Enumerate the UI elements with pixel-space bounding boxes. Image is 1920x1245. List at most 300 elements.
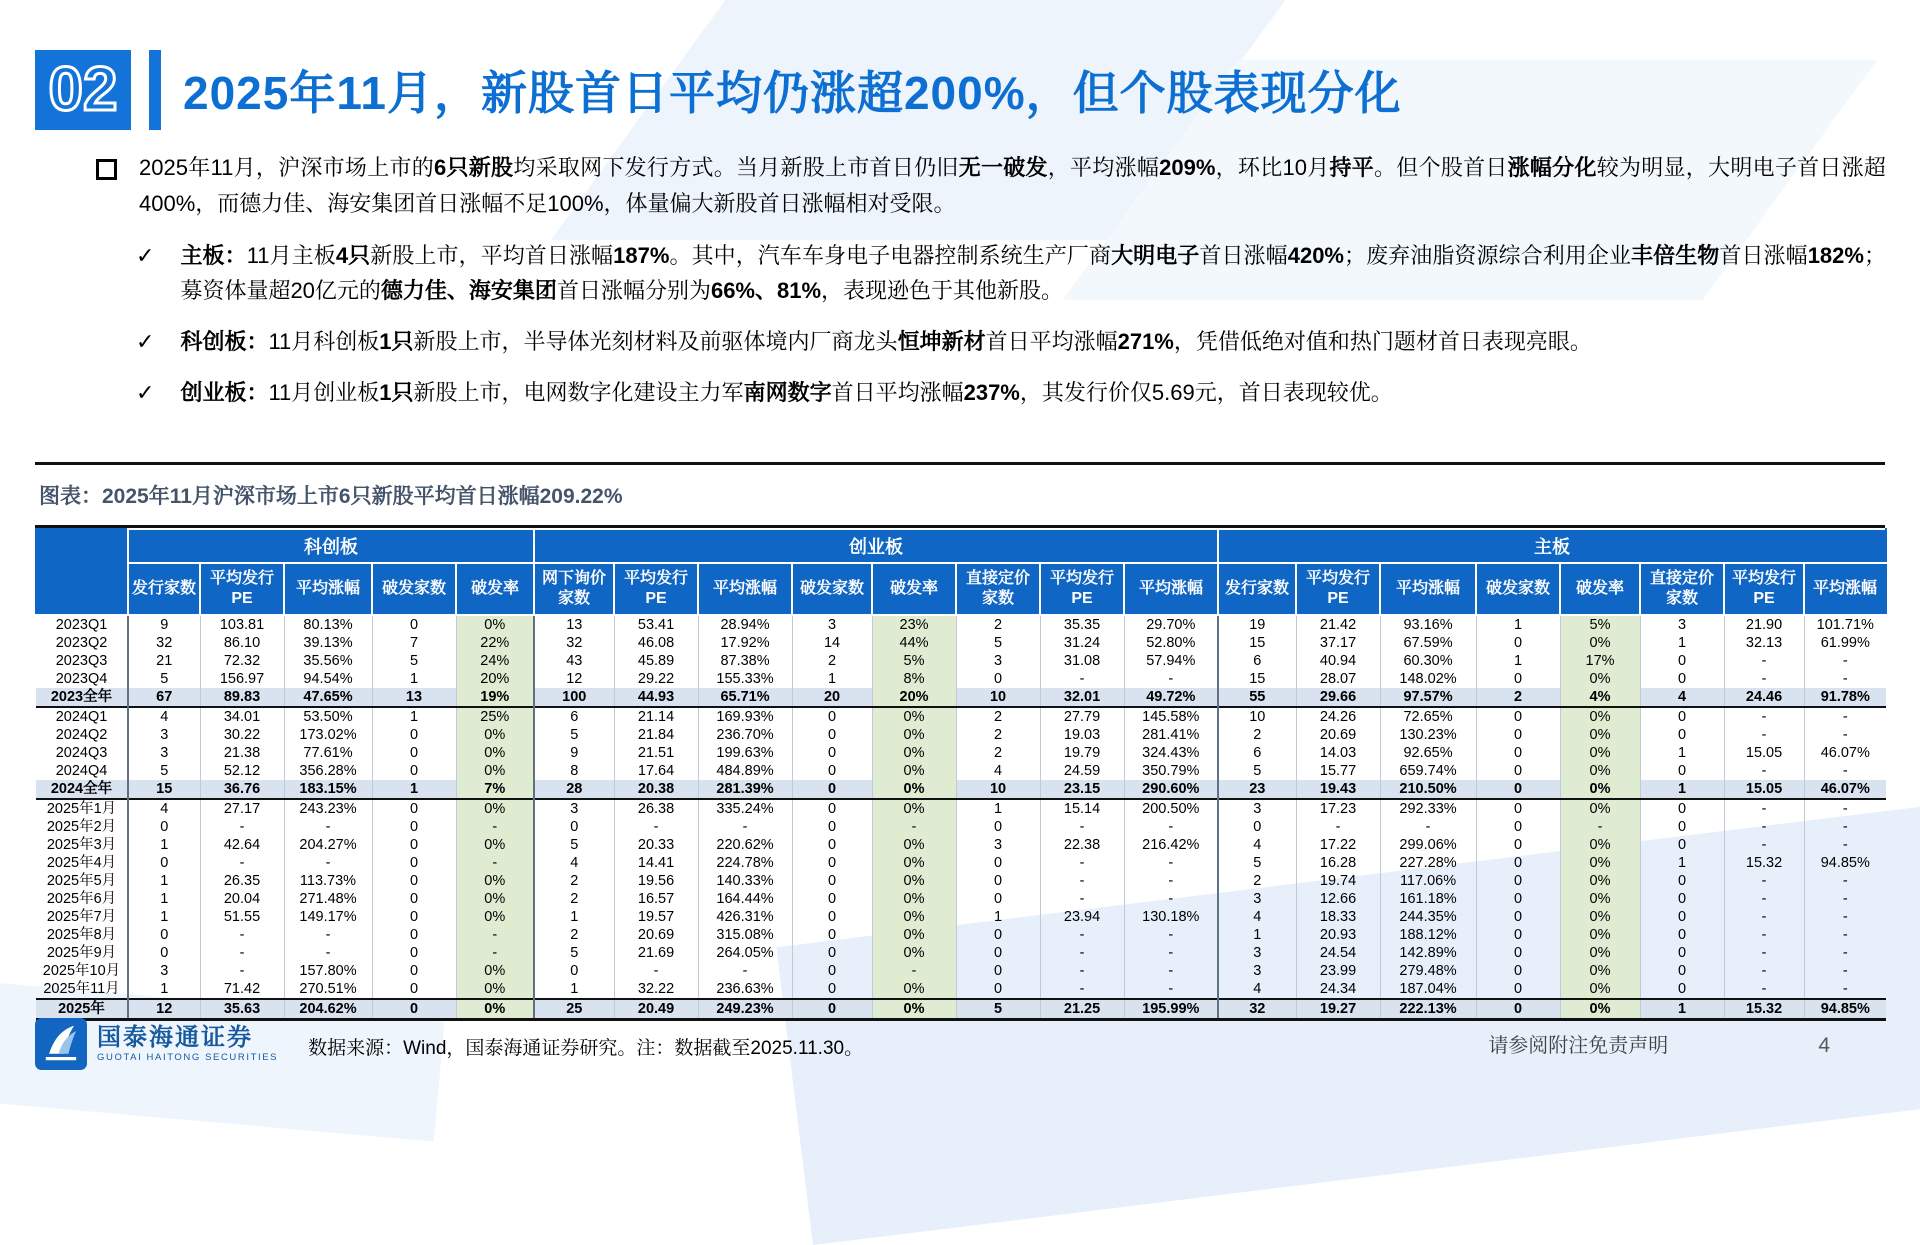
column-header: 平均涨幅	[1124, 563, 1218, 615]
data-cell: 19.03	[1040, 726, 1124, 744]
data-cell: 17.92%	[698, 634, 792, 652]
board-group-header: 科创板	[128, 529, 534, 563]
data-cell: 249.23%	[698, 999, 792, 1020]
data-cell: 22.38	[1040, 836, 1124, 854]
data-cell: -	[1804, 980, 1886, 999]
data-cell: 0	[956, 962, 1040, 980]
period-label-cell: 2023全年	[36, 688, 128, 707]
data-cell: 0%	[1560, 744, 1640, 762]
data-cell: 0	[372, 762, 456, 780]
column-header: 平均发行PE	[1724, 563, 1804, 615]
data-cell: -	[698, 818, 792, 836]
data-cell: -	[1124, 944, 1218, 962]
data-cell: 32.13	[1724, 634, 1804, 652]
data-cell: 0	[1640, 762, 1724, 780]
data-cell: 2	[956, 744, 1040, 762]
data-cell: 5%	[1560, 615, 1640, 634]
data-cell: 0	[792, 799, 872, 818]
data-cell: -	[1124, 872, 1218, 890]
data-cell: 484.89%	[698, 762, 792, 780]
data-cell: 9	[534, 744, 614, 762]
data-cell: 142.89%	[1380, 944, 1476, 962]
data-cell: 35.35	[1040, 615, 1124, 634]
data-cell: 0	[372, 944, 456, 962]
data-cell: 0%	[456, 744, 534, 762]
data-cell: 19.27	[1296, 999, 1380, 1020]
column-header: 直接定价家数	[1640, 563, 1724, 615]
data-cell: 19.79	[1040, 744, 1124, 762]
data-cell: 3	[956, 836, 1040, 854]
data-cell: -	[1040, 670, 1124, 688]
data-cell: 0	[956, 854, 1040, 872]
data-cell: 5	[372, 652, 456, 670]
data-cell: 0	[372, 818, 456, 836]
table-row	[36, 999, 1886, 1020]
data-cell: 94.85%	[1804, 999, 1886, 1020]
period-label-cell: 2023Q1	[55, 617, 108, 633]
data-cell: 80.13%	[284, 615, 372, 634]
data-cell: 0%	[872, 780, 956, 799]
data-cell: 4	[534, 854, 614, 872]
bullet-mainboard	[136, 238, 1886, 308]
data-cell: 204.27%	[284, 836, 372, 854]
data-cell: 0%	[872, 707, 956, 726]
data-cell: 14.41	[614, 854, 698, 872]
data-cell: -	[456, 944, 534, 962]
table-row	[36, 799, 1886, 818]
page-number: 4	[1818, 1034, 1830, 1057]
data-cell: 0%	[1560, 726, 1640, 744]
data-cell: 20.04	[200, 890, 284, 908]
data-cell: 7%	[456, 780, 534, 799]
bullet-star-market	[136, 324, 1886, 359]
data-cell: 21.25	[1040, 999, 1124, 1020]
data-cell: -	[1804, 726, 1886, 744]
data-cell: 2	[956, 726, 1040, 744]
data-cell: 17%	[1560, 652, 1640, 670]
table-row	[36, 890, 1886, 908]
data-cell: -	[1724, 726, 1804, 744]
data-cell: 5	[534, 726, 614, 744]
board-group-header: 创业板	[534, 529, 1218, 563]
data-cell: 6	[1218, 652, 1296, 670]
data-cell: 0	[792, 818, 872, 836]
data-cell: 0	[1476, 962, 1560, 980]
data-cell: 0	[1476, 926, 1560, 944]
data-cell: -	[284, 818, 372, 836]
data-cell: 0	[792, 926, 872, 944]
data-cell: 1	[956, 908, 1040, 926]
data-cell: 14.03	[1296, 744, 1380, 762]
title-accent-bar	[149, 50, 161, 130]
data-cell: 20	[792, 688, 872, 707]
data-cell: 0%	[872, 836, 956, 854]
data-cell: 0	[792, 836, 872, 854]
data-cell: 0%	[872, 999, 956, 1020]
table-row	[36, 908, 1886, 926]
data-cell: 3	[128, 962, 200, 980]
slide-footer	[35, 1018, 1890, 1070]
data-cell: 0%	[1560, 908, 1640, 926]
data-cell: 164.44%	[698, 890, 792, 908]
column-header: 网下询价家数	[534, 563, 614, 615]
data-cell: 0	[956, 980, 1040, 999]
data-cell: 0	[1640, 652, 1724, 670]
data-cell: 22%	[456, 634, 534, 652]
data-cell: 0	[1640, 670, 1724, 688]
data-cell: 0	[792, 890, 872, 908]
period-label-cell: 2023Q2	[55, 635, 108, 651]
data-cell: 5	[534, 836, 614, 854]
data-cell: 2	[956, 615, 1040, 634]
data-cell: 19.56	[614, 872, 698, 890]
data-cell: 1	[1476, 652, 1560, 670]
data-cell: 53.50%	[284, 707, 372, 726]
data-cell: 26.35	[200, 872, 284, 890]
period-label-cell: 2024全年	[36, 780, 128, 799]
data-cell: 12.66	[1296, 890, 1380, 908]
company-name-en: GUOTAI HAITONG SECURITIES	[97, 1052, 279, 1063]
data-cell: 0	[792, 980, 872, 999]
data-cell: 227.28%	[1380, 854, 1476, 872]
data-cell: 8	[534, 762, 614, 780]
data-cell: 15	[128, 780, 200, 799]
data-cell: 67	[128, 688, 200, 707]
data-cell: -	[1724, 872, 1804, 890]
data-cell: -	[1124, 962, 1218, 980]
data-cell: 52.80%	[1124, 634, 1218, 652]
data-cell: -	[1724, 836, 1804, 854]
data-cell: 103.81	[200, 615, 284, 634]
data-cell: 86.10	[200, 634, 284, 652]
data-cell: -	[1040, 926, 1124, 944]
data-cell: -	[1804, 799, 1886, 818]
data-cell: 27.17	[200, 799, 284, 818]
table-row	[36, 926, 1886, 944]
data-cell: 3	[128, 726, 200, 744]
data-cell: 10	[1218, 707, 1296, 726]
data-cell: 25	[534, 999, 614, 1020]
data-cell: 29.22	[614, 670, 698, 688]
data-cell: 21.84	[614, 726, 698, 744]
data-cell: 0	[1476, 980, 1560, 999]
data-cell: 0%	[456, 980, 534, 999]
data-cell: 31.24	[1040, 634, 1124, 652]
data-cell: -	[1040, 944, 1124, 962]
data-cell: 19.43	[1296, 780, 1380, 799]
data-cell: 5	[1218, 854, 1296, 872]
table-row	[36, 670, 1886, 688]
data-cell: 17.23	[1296, 799, 1380, 818]
data-cell: 91.78%	[1804, 688, 1886, 707]
data-cell: 21.42	[1296, 615, 1380, 634]
data-cell: 18.33	[1296, 908, 1380, 926]
data-cell: 3	[128, 744, 200, 762]
data-cell: 1	[372, 670, 456, 688]
data-cell: 72.32	[200, 652, 284, 670]
table-row	[36, 836, 1886, 854]
table-row	[36, 762, 1886, 780]
data-cell: 279.48%	[1380, 962, 1476, 980]
data-cell: 65.71%	[698, 688, 792, 707]
data-cell: 15.32	[1724, 854, 1804, 872]
data-cell: 222.13%	[1380, 999, 1476, 1020]
data-cell: 60.30%	[1380, 652, 1476, 670]
column-header: 破发率	[456, 563, 534, 615]
data-cell: -	[1724, 908, 1804, 926]
data-cell: 20.49	[614, 999, 698, 1020]
data-cell: -	[1124, 926, 1218, 944]
data-cell: 1	[956, 799, 1040, 818]
data-cell: 46.07%	[1804, 744, 1886, 762]
data-cell: 0%	[1560, 707, 1640, 726]
data-cell: 0	[792, 744, 872, 762]
data-cell: 67.59%	[1380, 634, 1476, 652]
data-cell: -	[1124, 854, 1218, 872]
data-cell: 155.33%	[698, 670, 792, 688]
data-cell: 21	[128, 652, 200, 670]
period-label-cell: 2025年6月	[46, 891, 117, 907]
data-cell: 1	[372, 707, 456, 726]
data-cell: 1	[128, 908, 200, 926]
data-cell: 244.35%	[1380, 908, 1476, 926]
data-cell: 157.80%	[284, 962, 372, 980]
data-cell: -	[1124, 670, 1218, 688]
data-cell: 0	[372, 726, 456, 744]
data-cell: 0	[1640, 890, 1724, 908]
data-cell: -	[284, 926, 372, 944]
ipo-statistics-table	[35, 528, 1887, 1021]
data-cell: 1	[1640, 780, 1724, 799]
data-cell: 2	[534, 872, 614, 890]
data-cell: 1	[1640, 999, 1724, 1020]
data-cell: 23.94	[1040, 908, 1124, 926]
data-cell: 16.28	[1296, 854, 1380, 872]
data-cell: 1	[1640, 854, 1724, 872]
column-header: 平均发行PE	[1296, 563, 1380, 615]
period-label-cell: 2024Q2	[55, 727, 108, 743]
data-cell: 299.06%	[1380, 836, 1476, 854]
data-cell: 0	[792, 762, 872, 780]
data-cell: 0	[1640, 962, 1724, 980]
data-cell: 92.65%	[1380, 744, 1476, 762]
data-cell: 19%	[456, 688, 534, 707]
data-cell: 187.04%	[1380, 980, 1476, 999]
data-cell: 28	[534, 780, 614, 799]
data-cell: 290.60%	[1124, 780, 1218, 799]
data-cell: 0	[372, 999, 456, 1020]
data-cell: 281.39%	[698, 780, 792, 799]
data-cell: 335.24%	[698, 799, 792, 818]
data-cell: 21.14	[614, 707, 698, 726]
data-cell: 270.51%	[284, 980, 372, 999]
data-cell: 356.28%	[284, 762, 372, 780]
data-cell: -	[284, 854, 372, 872]
data-cell: -	[456, 926, 534, 944]
data-cell: -	[698, 962, 792, 980]
data-cell: 19.57	[614, 908, 698, 926]
data-cell: 5	[534, 944, 614, 962]
data-cell: 3	[956, 652, 1040, 670]
data-cell: 2	[956, 707, 1040, 726]
data-cell: 0	[792, 707, 872, 726]
period-label-cell: 2023Q3	[55, 653, 108, 669]
column-header: 破发家数	[1476, 563, 1560, 615]
data-cell: 0	[1640, 726, 1724, 744]
data-cell: 43	[534, 652, 614, 670]
data-cell: 6	[534, 707, 614, 726]
data-cell: 4	[1640, 688, 1724, 707]
period-label-cell: 2025年11月	[43, 981, 120, 997]
data-cell: 204.62%	[284, 999, 372, 1020]
data-cell: 94.54%	[284, 670, 372, 688]
data-cell: 0%	[1560, 890, 1640, 908]
table-section	[35, 462, 1885, 1021]
data-cell: 0	[372, 854, 456, 872]
data-cell: 216.42%	[1124, 836, 1218, 854]
data-cell: -	[200, 926, 284, 944]
data-cell: -	[614, 818, 698, 836]
data-cell: 20.33	[614, 836, 698, 854]
data-cell: 42.64	[200, 836, 284, 854]
data-cell: 4	[1218, 908, 1296, 926]
data-cell: 426.31%	[698, 908, 792, 926]
data-cell: -	[1724, 890, 1804, 908]
table-row	[36, 726, 1886, 744]
data-cell: 0%	[1560, 854, 1640, 872]
data-cell: 0%	[1560, 926, 1640, 944]
data-cell: 10	[956, 780, 1040, 799]
data-cell: 0	[1476, 670, 1560, 688]
data-cell: 140.33%	[698, 872, 792, 890]
data-cell: 195.99%	[1124, 999, 1218, 1020]
period-label-cell: 2025年1月	[46, 801, 117, 817]
data-cell: 29.66	[1296, 688, 1380, 707]
data-cell: 0%	[1560, 799, 1640, 818]
data-cell: 200.50%	[1124, 799, 1218, 818]
data-cell: 0	[956, 818, 1040, 836]
data-cell: 0	[1476, 707, 1560, 726]
data-cell: 28.07	[1296, 670, 1380, 688]
data-cell: 29.70%	[1124, 615, 1218, 634]
data-cell: 3	[1218, 799, 1296, 818]
data-cell: 0%	[872, 726, 956, 744]
data-cell: -	[1724, 762, 1804, 780]
data-cell: 113.73%	[284, 872, 372, 890]
data-cell: 15.14	[1040, 799, 1124, 818]
check-icon: ✓	[136, 380, 155, 405]
data-cell: 281.41%	[1124, 726, 1218, 744]
column-header: 破发家数	[372, 563, 456, 615]
data-cell: 0%	[1560, 762, 1640, 780]
data-cell: 0	[1640, 980, 1724, 999]
check-icon: ✓	[136, 329, 155, 354]
data-cell: 16.57	[614, 890, 698, 908]
data-cell: 55	[1218, 688, 1296, 707]
data-cell: 77.61%	[284, 744, 372, 762]
data-cell: 25%	[456, 707, 534, 726]
data-cell: 28.94%	[698, 615, 792, 634]
data-cell: 145.58%	[1124, 707, 1218, 726]
data-cell: -	[1804, 670, 1886, 688]
data-cell: 21.38	[200, 744, 284, 762]
slide-header	[35, 50, 1402, 130]
data-cell: 1	[1476, 615, 1560, 634]
data-cell: 35.56%	[284, 652, 372, 670]
data-cell: 0	[1476, 799, 1560, 818]
data-cell: 0%	[872, 926, 956, 944]
data-cell: 89.83	[200, 688, 284, 707]
data-cell: 0%	[872, 980, 956, 999]
data-cell: 4	[956, 762, 1040, 780]
data-cell: 4	[1218, 980, 1296, 999]
data-cell: 0	[956, 926, 1040, 944]
column-header: 平均涨幅	[1380, 563, 1476, 615]
data-cell: 148.02%	[1380, 670, 1476, 688]
data-cell: 0%	[872, 908, 956, 926]
column-header: 平均发行PE	[200, 563, 284, 615]
data-cell: 1	[792, 670, 872, 688]
data-cell: 49.72%	[1124, 688, 1218, 707]
data-cell: 32.22	[614, 980, 698, 999]
data-cell: 2	[1218, 726, 1296, 744]
bullet-star-market-text: 科创板：11月科创板1只新股上市，半导体光刻材料及前驱体境内厂商龙头恒坤新材首日平均涨幅271%，凭借低绝对值和热门题材首日表现亮眼。	[180, 329, 1592, 354]
company-logo-icon	[35, 1018, 87, 1070]
table-row	[36, 744, 1886, 762]
data-cell: 30.22	[200, 726, 284, 744]
data-cell: 21.69	[614, 944, 698, 962]
data-cell: 3	[792, 615, 872, 634]
data-cell: 24.46	[1724, 688, 1804, 707]
table-row	[36, 944, 1886, 962]
bullet-mainboard-text: 主板：11月主板4只新股上市，平均首日涨幅187%。其中，汽车车身电子电器控制系统生产厂商大明电子首日涨幅420%；废弃油脂资源综合利用企业丰倍生物首日涨幅182%；募资体量超20亿元的德力佳、海安集团首日涨幅分别为66%、81%，表现逊色于其他新股。	[180, 243, 1886, 303]
data-cell: 32	[534, 634, 614, 652]
data-source-note: 数据来源：Wind，国泰海通证券研究。注：数据截至2025.11.30。	[308, 1038, 864, 1059]
bullet-chinext	[136, 375, 1886, 410]
data-cell: -	[1804, 872, 1886, 890]
data-cell: 0	[128, 818, 200, 836]
data-cell: 210.50%	[1380, 780, 1476, 799]
data-cell: -	[456, 818, 534, 836]
data-cell: 12	[128, 999, 200, 1020]
section-number-badge: 02	[35, 50, 131, 130]
table-row	[36, 688, 1886, 707]
data-cell: 199.63%	[698, 744, 792, 762]
data-cell: -	[1724, 707, 1804, 726]
data-cell: 3	[1218, 944, 1296, 962]
data-cell: 0	[1640, 926, 1724, 944]
data-cell: 20%	[456, 670, 534, 688]
period-label-cell: 2025年	[36, 999, 128, 1020]
data-cell: 15	[1218, 634, 1296, 652]
data-cell: 224.78%	[698, 854, 792, 872]
data-cell: 87.38%	[698, 652, 792, 670]
data-cell: 0%	[1560, 999, 1640, 1020]
data-cell: 0	[534, 962, 614, 980]
data-cell: 0	[1476, 744, 1560, 762]
data-cell: 0%	[456, 615, 534, 634]
data-cell: 117.06%	[1380, 872, 1476, 890]
data-cell: -	[614, 962, 698, 980]
data-cell: 0%	[1560, 980, 1640, 999]
data-cell: 0	[792, 944, 872, 962]
data-cell: 0%	[456, 726, 534, 744]
data-cell: 130.18%	[1124, 908, 1218, 926]
data-cell: 53.41	[614, 615, 698, 634]
period-label-cell: 2025年5月	[46, 873, 117, 889]
data-cell: 0%	[456, 762, 534, 780]
data-cell: 45.89	[614, 652, 698, 670]
